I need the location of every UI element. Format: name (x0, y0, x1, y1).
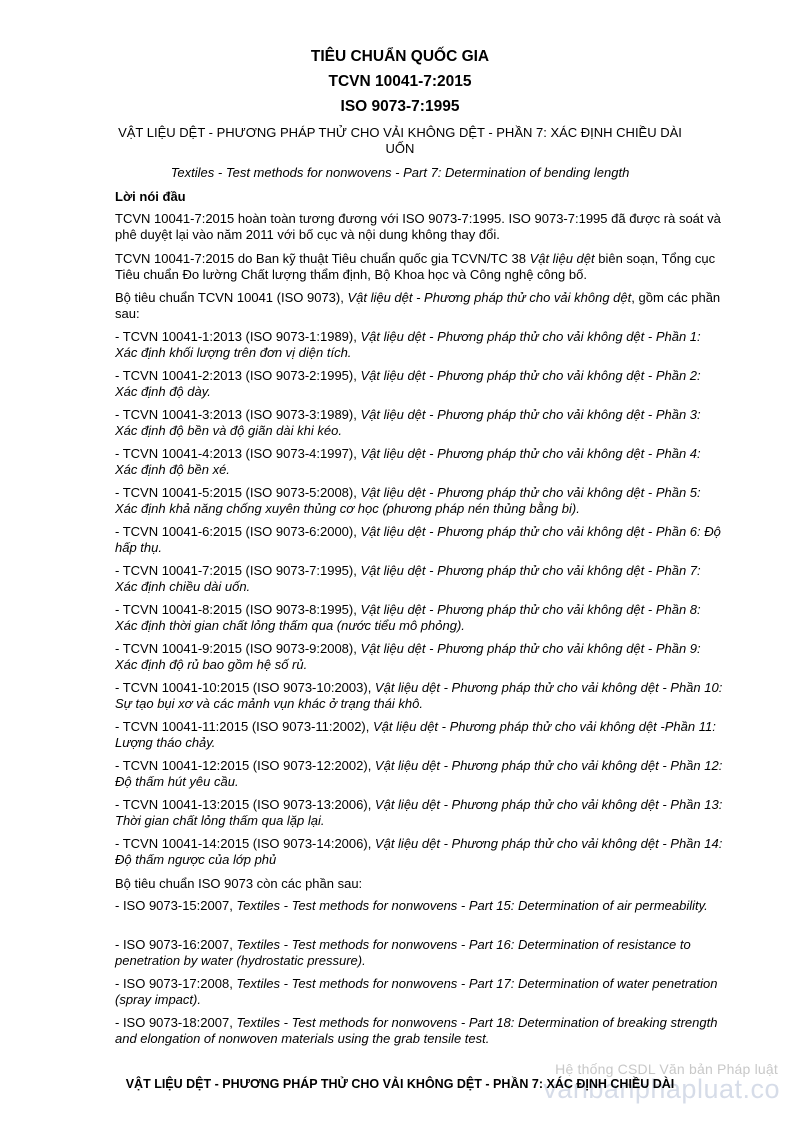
list-item (115, 485, 725, 518)
part-title: Vật liệu dệt - Phương pháp thử cho vải không dệt -Phần 11: Lượng tháo chảy. (115, 719, 716, 751)
iso-part-title: Textiles - Test methods for nonwovens - Part 15: Determination of air permeability. (236, 898, 708, 913)
iso-part-title: Textiles - Test methods for nonwovens - Part 16: Determination of resistance to penetration by water (hydrostatic pressure). (115, 937, 691, 969)
iso-parts-intro: Bộ tiêu chuẩn ISO 9073 còn các phần sau: (115, 876, 363, 891)
part-prefix: - TCVN 10041-3:2013 (ISO 9073-3:1989), (115, 407, 361, 422)
part-title: Vật liệu dệt - Phương pháp thử cho vải không dệt - Phần 12: Độ thấm hút yêu cầu. (115, 758, 723, 790)
list-item (115, 976, 725, 1009)
iso-part-prefix: - ISO 9073-17:2008, (115, 976, 237, 991)
part-title: Vật liệu dệt - Phương pháp thử cho vải không dệt - Phần 2: Xác định độ dày. (115, 368, 701, 400)
part-prefix: - TCVN 10041-11:2015 (ISO 9073-11:2002), (115, 719, 373, 734)
list-item (115, 446, 725, 479)
part-prefix: - TCVN 10041-12:2015 (ISO 9073-12:2002), (115, 758, 375, 773)
part-prefix: - TCVN 10041-2:2013 (ISO 9073-2:1995), (115, 368, 361, 383)
list-item (115, 680, 725, 713)
foreword-paragraph-3 (115, 290, 725, 323)
part-title: Vật liệu dệt - Phương pháp thử cho vải không dệt - Phần 13: Thời gian chất lỏng thấm qua lặp lại. (115, 797, 723, 829)
part-title: Vật liệu dệt - Phương pháp thử cho vải không dệt - Phần 1: Xác định khối lượng trên đơn vị diện tích. (115, 329, 701, 361)
part-prefix: - TCVN 10041-9:2015 (ISO 9073-9:2008), (115, 641, 361, 656)
p3-text-c: , gồm các phần sau: (115, 290, 721, 322)
list-item (115, 719, 725, 752)
part-title: Vật liệu dệt - Phương pháp thử cho vải không dệt - Phần 4: Xác định độ bền xé. (115, 446, 701, 478)
watermark-caption: Hệ thống CSDL Văn bản Pháp luật (555, 1061, 778, 1077)
vietnamese-title-line2: UỐN (385, 141, 415, 156)
p2-text-c: biên soạn, Tổng cục Tiêu chuẩn Đo lường Chất lượng thẩm định, Bộ Khoa học và Công nghệ công bố. (115, 251, 716, 283)
part-prefix: - TCVN 10041-8:2015 (ISO 9073-8:1995), (115, 602, 361, 617)
list-item (115, 329, 725, 362)
foreword-paragraph-2 (115, 251, 725, 284)
part-prefix: - TCVN 10041-10:2015 (ISO 9073-10:2003), (115, 680, 375, 695)
part-prefix: - TCVN 10041-14:2015 (ISO 9073-14:2006), (115, 836, 375, 851)
part-title: Vật liệu dệt - Phương pháp thử cho vải không dệt - Phần 5: Xác định khả năng chống xuyên thủng cơ học (phương pháp nén thủng bằng bi). (115, 485, 701, 517)
p2-text-a: TCVN 10041-7:2015 do Ban kỹ thuật Tiêu chuẩn quốc gia TCVN/TC 38 (115, 251, 530, 266)
vietnamese-title-line1: VẬT LIỆU DỆT - PHƯƠNG PHÁP THỬ CHO VẢI KHÔNG DỆT - PHẦN 7: XÁC ĐỊNH CHIỀU DÀI (118, 125, 682, 140)
p3-text-b: Vật liệu dệt - Phương pháp thử cho vải không dệt (347, 290, 632, 305)
foreword-heading-text: Lời nói đầu (115, 189, 186, 204)
foreword-paragraph-1: TCVN 10041-7:2015 hoàn toàn tương đương với ISO 9073-7:1995. ISO 9073-7:1995 đã được rà soát và phê duyệt lại vào năm 2011 với bố cục và nội dung không thay đổi. (115, 211, 721, 243)
standard-title: TIÊU CHUẨN QUỐC GIA (310, 48, 490, 65)
part-prefix: - TCVN 10041-7:2015 (ISO 9073-7:1995), (115, 563, 361, 578)
english-title: Textiles - Test methods for nonwovens - Part 7: Determination of bending length (170, 165, 630, 180)
standard-code: TCVN 10041-7:2015 (328, 73, 472, 90)
foreword-heading (115, 189, 725, 205)
part-prefix: - TCVN 10041-4:2013 (ISO 9073-4:1997), (115, 446, 361, 461)
list-item (115, 937, 725, 970)
watermark-site: vanbanphapluat.co (543, 1074, 780, 1104)
part-title: Vật liệu dệt - Phương pháp thử cho vải không dệt - Phần 8: Xác định thời gian chất lỏng thấm qua (nước tiểu mô phỏng). (115, 602, 701, 634)
vietnamese-title (60, 125, 740, 157)
part-prefix: - TCVN 10041-5:2015 (ISO 9073-5:2008), (115, 485, 361, 500)
part-title: Vật liệu dệt - Phương pháp thử cho vải không dệt - Phần 14: Độ thấm ngược của lớp phủ (115, 836, 723, 868)
part-prefix: - TCVN 10041-6:2015 (ISO 9073-6:2000), (115, 524, 361, 539)
list-item (115, 898, 725, 914)
part-title: Vật liệu dệt - Phương pháp thử cho vải không dệt - Phần 10: Sự tạo bụi xơ và các mảnh vụn khác ở trạng thái khô. (115, 680, 723, 712)
list-item (115, 836, 725, 869)
iso-part-title: Textiles - Test methods for nonwovens - Part 17: Determination of water penetration (spray impact). (115, 976, 718, 1008)
list-item (115, 563, 725, 596)
list-item (115, 641, 725, 674)
part-title: Vật liệu dệt - Phương pháp thử cho vải không dệt - Phần 7: Xác định chiều dài uốn. (115, 563, 701, 595)
iso-part-title: Textiles - Test methods for nonwovens - Part 18: Determination of breaking strength and elongation of nonwoven materials using the grab tensile test. (115, 1015, 718, 1047)
p3-text-a: Bộ tiêu chuẩn TCVN 10041 (ISO 9073), (115, 290, 348, 305)
list-item (115, 524, 725, 557)
iso-part-prefix: - ISO 9073-16:2007, (115, 937, 237, 952)
part-title: Vật liệu dệt - Phương pháp thử cho vải không dệt - Phần 3: Xác định độ bền và độ giãn dài khi kéo. (115, 407, 701, 439)
list-item (115, 1015, 725, 1048)
list-item (115, 368, 725, 401)
page-footer: VẬT LIỆU DỆT - PHƯƠNG PHÁP THỬ CHO VẢI KHÔNG DỆT - PHẦN 7: XÁC ĐỊNH CHIỀU DÀI (125, 1077, 675, 1091)
part-prefix: - TCVN 10041-1:2013 (ISO 9073-1:1989), (115, 329, 361, 344)
part-title: Vật liệu dệt - Phương pháp thử cho vải không dệt - Phần 9: Xác định độ rủ bao gồm hệ số rủ. (115, 641, 701, 673)
iso-part-prefix: - ISO 9073-15:2007, (115, 898, 237, 913)
list-item (115, 407, 725, 440)
list-item (115, 602, 725, 635)
part-title: Vật liệu dệt - Phương pháp thử cho vải không dệt - Phần 6: Độ hấp thụ. (115, 524, 721, 556)
iso-part-prefix: - ISO 9073-18:2007, (115, 1015, 237, 1030)
iso-code: ISO 9073-7:1995 (340, 98, 460, 115)
list-item (115, 758, 725, 791)
list-item (115, 797, 725, 830)
part-prefix: - TCVN 10041-13:2015 (ISO 9073-13:2006), (115, 797, 375, 812)
p2-text-b: Vật liệu dệt (529, 251, 595, 266)
